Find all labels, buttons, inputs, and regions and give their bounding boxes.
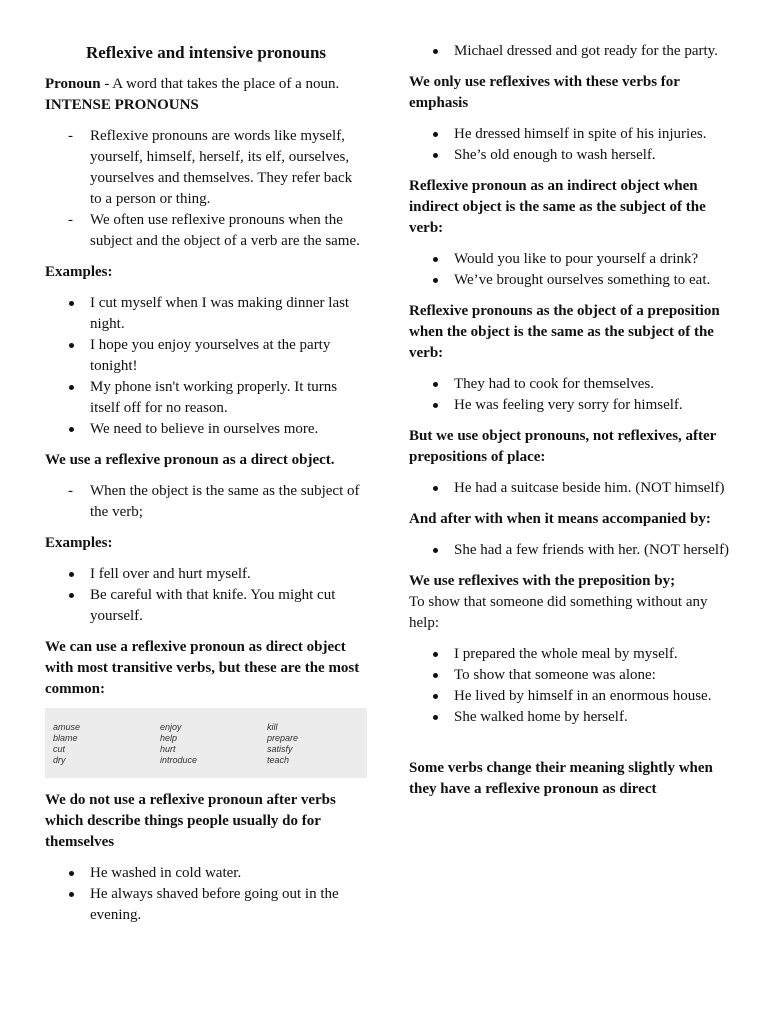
list-item: I fell over and hurt myself. [45, 564, 367, 585]
not-use-heading: We do not use a reflexive pronoun after verbs which describe things people usually do for themselves [45, 792, 336, 850]
intense-list [45, 126, 367, 252]
verb-column [259, 708, 366, 778]
intense-pronouns-heading: INTENSE PRONOUNS [45, 97, 199, 113]
verb: prepare [267, 733, 299, 743]
verb: dry [53, 755, 66, 765]
examples-heading: Examples: [45, 535, 113, 551]
list-item: Michael dressed and got ready for the party. [409, 41, 734, 62]
verb: teach [267, 755, 290, 765]
list-item: I prepared the whole meal by myself. [409, 644, 734, 665]
indirect-object-list [409, 249, 734, 291]
verb: amuse [53, 722, 81, 732]
place-heading: But we use object pronouns, not reflexives, after prepositions of place: [409, 428, 717, 465]
top-list [409, 41, 734, 62]
place-list [409, 478, 734, 499]
indirect-object-heading: Reflexive pronoun as an indirect object when indirect object is the same as the subject of the verb: [409, 178, 706, 236]
list-item: He always shaved before going out in the evening. [45, 884, 367, 926]
list-item: We’ve brought ourselves something to eat. [409, 270, 734, 291]
list-item: She walked home by herself. [409, 707, 734, 728]
verb: blame [53, 733, 78, 743]
right-column [409, 0, 734, 800]
list-item: He had a suitcase beside him. (NOT himself) [409, 478, 734, 499]
definition-term: Pronoun [45, 76, 101, 92]
emphasis-list [409, 124, 734, 166]
list-item: We need to believe in ourselves more. [45, 419, 367, 440]
list-item: He dressed himself in spite of his injuries. [409, 124, 734, 145]
list-item: She’s old enough to wash herself. [409, 145, 734, 166]
by-heading: We use reflexives with the preposition by; [409, 573, 676, 589]
list-item: - When the object is the same as the subject of the verb; [45, 481, 367, 523]
list-item: He washed in cold water. [45, 863, 367, 884]
verb-table [45, 708, 367, 778]
list-item: My phone isn't working properly. It turns itself off for no reason. [45, 377, 367, 419]
by-list [409, 644, 734, 728]
verb: enjoy [160, 722, 182, 732]
list-item: She had a few friends with her. (NOT herself) [409, 540, 734, 561]
emphasis-heading: We only use reflexives with these verbs for emphasis [409, 74, 680, 111]
examples-list [45, 293, 367, 440]
list-item: - Reflexive pronouns are words like myself, yourself, himself, herself, its elf, ourselves, yourselves and themselves. They refer back to a person or thing. [45, 126, 367, 210]
by-text: To show that someone did something without any help: [409, 594, 708, 631]
list-item: They had to cook for themselves. [409, 374, 734, 395]
list-item: I cut myself when I was making dinner last night. [45, 293, 367, 335]
with-heading: And after with when it means accompanied by: [409, 511, 711, 527]
list-item: - We often use reflexive pronouns when the subject and the object of a verb are the same. [45, 210, 367, 252]
verb: introduce [160, 755, 198, 765]
verb: kill [267, 722, 278, 732]
direct-object-list [45, 481, 367, 523]
list-item: He lived by himself in an enormous house. [409, 686, 734, 707]
examples-heading: Examples: [45, 264, 113, 280]
verb: cut [53, 744, 66, 754]
change-meaning-heading: Some verbs change their meaning slightly when they have a reflexive pronoun as direct [409, 760, 713, 797]
list-item: I hope you enjoy yourselves at the party tonight! [45, 335, 367, 377]
verb: help [160, 733, 178, 743]
direct-object-heading: We use a reflexive pronoun as a direct object. [45, 452, 335, 468]
with-list [409, 540, 734, 561]
list-item: Would you like to pour yourself a drink? [409, 249, 734, 270]
list-item: Be careful with that knife. You might cut yourself. [45, 585, 367, 627]
verb: satisfy [267, 744, 293, 754]
preposition-heading: Reflexive pronouns as the object of a preposition when the object is the same as the subject of the verb: [409, 303, 720, 361]
not-use-list [45, 863, 367, 926]
pronoun-definition [45, 74, 367, 95]
definition-text: - A word that takes the place of a noun. [100, 76, 340, 92]
list-item: To show that someone was alone: [409, 665, 734, 686]
verb-column [45, 708, 152, 778]
examples-list [45, 564, 367, 627]
left-column [45, 0, 367, 926]
preposition-list [409, 374, 734, 416]
list-item: He was feeling very sorry for himself. [409, 395, 734, 416]
page-title: Reflexive and intensive pronouns [85, 43, 327, 62]
transitive-heading: We can use a reflexive pronoun as direct object with most transitive verbs, but these are the most common: [45, 639, 360, 697]
verb: hurt [160, 744, 176, 754]
verb-column [152, 708, 259, 778]
